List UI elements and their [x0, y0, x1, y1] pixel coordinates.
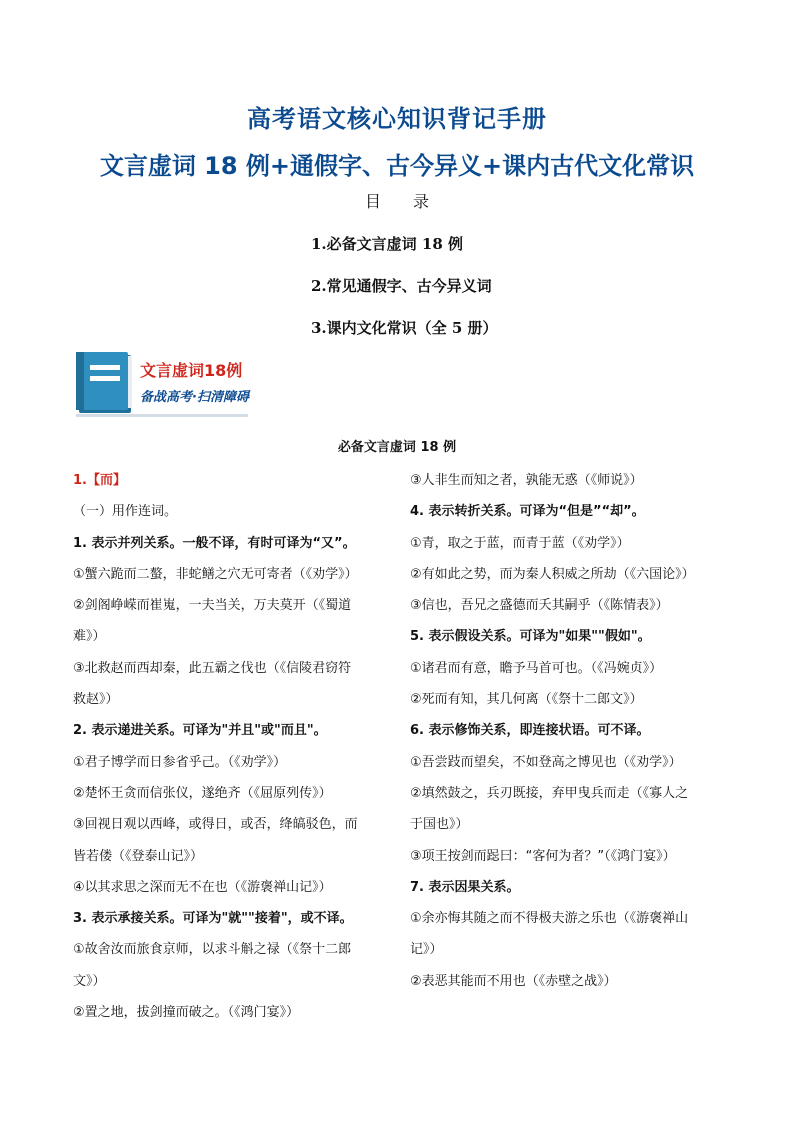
example-line: ①君子博学而日参省乎己。（《劝学》）	[73, 754, 287, 770]
example-line: ①青，取之于蓝，而青于蓝（《劝学》）	[410, 535, 630, 551]
usage-heading: 3. 表示承接关系。可译为"就""接着"，或不译。	[73, 911, 353, 927]
entry-heading: 1.【而】	[73, 473, 126, 488]
example-line: 记》）	[410, 942, 443, 958]
right-column	[410, 465, 735, 997]
example-line: ①吾尝跂而望矣，不如登高之博见也（《劝学》）	[410, 754, 682, 770]
example-line: ②死而有知，其几何离（《祭十二郎文》）	[410, 692, 643, 708]
usage-heading: 5. 表示假设关系。可译为"如果""假如"。	[410, 629, 651, 645]
example-line: ③人非生而知之者，孰能无惑（《师说》）	[410, 473, 643, 488]
usage-heading: 7. 表示因果关系。	[410, 879, 520, 895]
example-line: ①诸君而有意，瞻予马首可也。（《冯婉贞》）	[410, 660, 663, 676]
usage-heading: 2. 表示递进关系。可译为"并且"或"而且"。	[73, 723, 327, 739]
toc-heading: 目 录	[364, 192, 429, 211]
section-title: 必备文言虚词 18 例	[337, 440, 457, 455]
example-line: ③回视日观以西峰，或得日，或否，绛皜驳色，而	[73, 817, 358, 833]
toc-item: 1.必备文言虚词 18 例	[311, 235, 463, 253]
example-line: 文》）	[73, 973, 106, 989]
banner-underline	[76, 414, 248, 417]
example-line: ①蟹六跪而二螯，非蛇鳝之穴无可寄者（《劝学》）	[73, 566, 358, 582]
example-line: ③项王按剑而跽曰：“客何为者？”（《鸿门宴》）	[410, 848, 676, 864]
document-title: 高考语文核心知识背记手册	[247, 105, 547, 133]
example-line: ②有如此之势，而为秦人积威之所劫（《六国论》）	[410, 566, 695, 582]
left-column	[73, 465, 388, 1028]
example-line: ③信也，吾兄之盛德而夭其嗣乎（《陈情表》）	[410, 598, 669, 614]
example-line: ②表恶其能而不用也（《赤壁之战》）	[410, 973, 617, 989]
banner-subtitle: 备战高考·扫清障碍	[140, 390, 249, 405]
usage-heading: 6. 表示修饰关系，即连接状语。可不译。	[410, 723, 650, 739]
example-line: （一）用作连词。	[73, 504, 178, 520]
example-line: 皆若偻（《登泰山记》）	[73, 848, 204, 864]
example-line: ③北救赵而西却秦，此五霸之伐也（《信陵君窃符	[73, 660, 352, 676]
example-line: ②置之地，拔剑撞而破之。（《鸿门宴》）	[73, 1005, 300, 1021]
example-line: ④以其求思之深而无不在也（《游褒禅山记》）	[73, 879, 332, 895]
section-banner	[76, 352, 256, 417]
example-line: 难》）	[73, 629, 106, 645]
example-line: ①故舍汝而旅食京师，以求斗斛之禄（《祭十二郎	[73, 942, 352, 958]
banner-title: 文言虚词18例	[140, 361, 243, 380]
example-line: ②剑阁峥嵘而崔嵬，一夫当关，万夫莫开（《蜀道	[73, 598, 352, 614]
toc-item: 3.课内文化常识（全 5 册）	[311, 319, 498, 337]
toc-item: 2.常见通假字、古今异义词	[311, 277, 492, 295]
example-line: 于国也》）	[410, 817, 469, 833]
example-line: ②楚怀王贪而信张仪，遂绝齐（《屈原列传》）	[73, 785, 332, 801]
book-icon	[76, 352, 128, 410]
usage-heading: 1. 表示并列关系。一般不译，有时可译为“又”。	[73, 535, 356, 551]
example-line: ②填然鼓之，兵刃既接，弃甲曳兵而走（《寡人之	[410, 785, 689, 801]
example-line: 救赵》）	[73, 692, 119, 708]
document-subtitle: 文言虚词 18 例+通假字、古今异义+课内古代文化常识	[99, 152, 695, 180]
usage-heading: 4. 表示转折关系。可译为“但是”“却”。	[410, 504, 645, 520]
example-line: ①余亦悔其随之而不得极夫游之乐也（《游褒禅山	[410, 911, 689, 927]
